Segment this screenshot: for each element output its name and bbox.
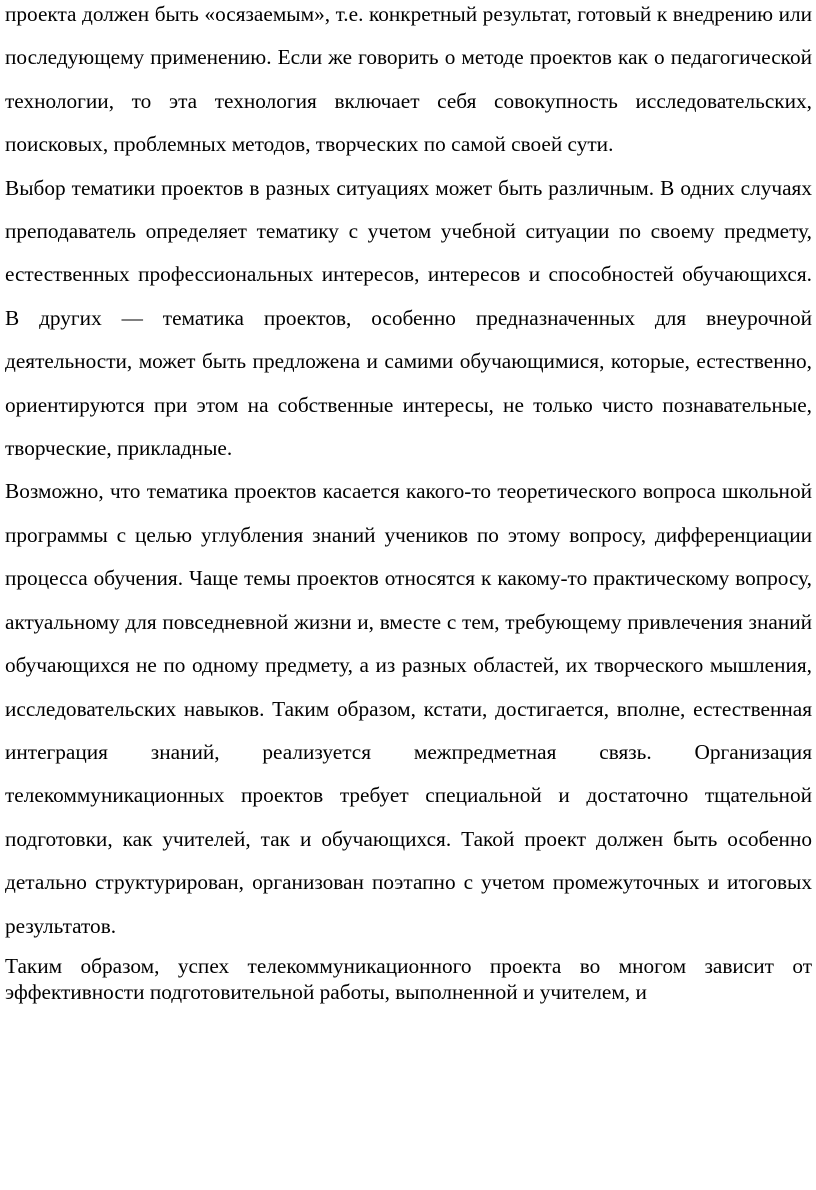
paragraph-conclusion: Таким образом, успех телекоммуникационного проекта во многом зависит от эффективности подготовительной работы, выполненной и учителем, и	[5, 953, 812, 1005]
paragraph-topic-scope: Возможно, что тематика проектов касается какого-то теоретического вопроса школьной программы с целью углубления знаний учеников по этому вопросу, дифференциации процесса обучения. Чаще темы проектов относятся к какому-то практическому вопросу, актуальному для повседневной жизни и, вместе с тем, требующему привлечения знаний обучающихся не по одному предмету, а из разных областей, их творческого мышления, исследовательских навыков. Таким образом, кстати, достигается, вполне, естественная интеграция знаний, реализуется межпредметная связь. Организация телекоммуникационных проектов требует специальной и достаточно тщательной подготовки, как учителей, так и обучающихся. Такой проект должен быть особенно детально структурирован, организован поэтапно с учетом промежуточных и итоговых результатов.	[5, 479, 812, 938]
paragraph-topic-choice: Выбор тематики проектов в разных ситуациях может быть различным. В одних случаях преподаватель определяет тематику с учетом учебной ситуации по своему предмету, естественных профессиональных интересов, интересов и способностей обучающихся. В других — тематика проектов, особенно предназначенных для внеурочной деятельности, может быть предложена и самими обучающимися, которые, естественно, ориентируются при этом на собственные интересы, не только чисто познавательные, творческие, прикладные.	[5, 175, 812, 461]
paragraph-project-method: проекта должен быть «осязаемым», т.е. конкретный результат, готовый к внедрению или последующему применению. Если же говорить о методе проектов как о педагогической технологии, то эта технология включает себя совокупность исследовательских, поисковых, проблемных методов, творческих по самой своей сути.	[5, 2, 812, 157]
